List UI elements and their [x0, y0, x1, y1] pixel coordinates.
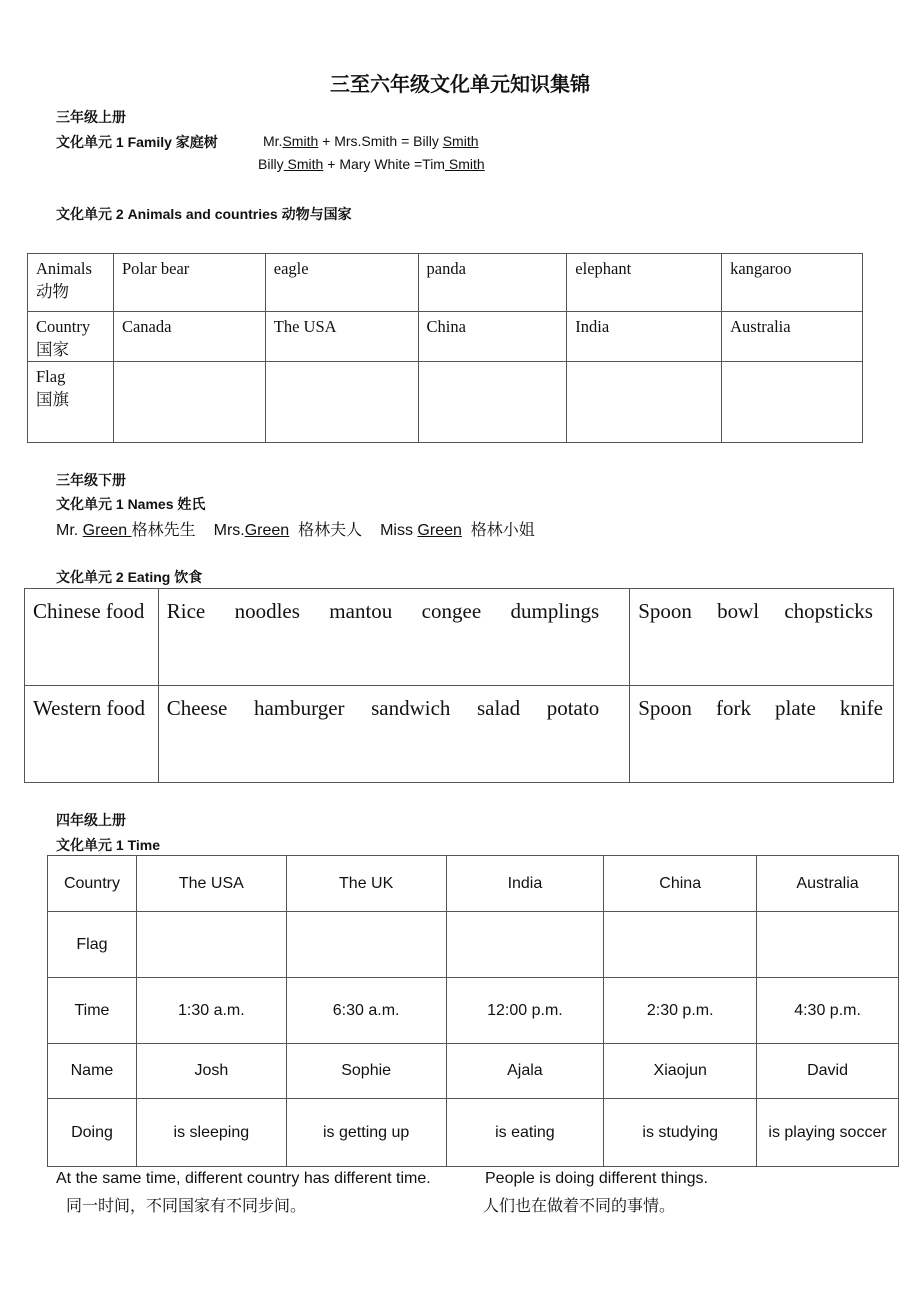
tableware-item: Spoon: [638, 599, 692, 623]
table-cell: 2:30 p.m.: [604, 978, 757, 1044]
table-row: [25, 686, 894, 783]
tableware-item: knife: [839, 696, 883, 720]
page-title: 三至六年级文化单元知识集锦: [330, 74, 590, 96]
table-cell: Ajala: [446, 1044, 604, 1099]
table-row: [48, 1044, 899, 1099]
section-heading-g3b: 三年级下册: [56, 472, 126, 488]
table-cell: [567, 362, 722, 443]
note-cn-2: 人们也在做着不同的事情。: [483, 1198, 676, 1215]
table-cell: is playing soccer: [757, 1099, 899, 1167]
family-equation-2: Billy Smith + Mary White =Tim Smith: [258, 156, 485, 172]
food-item: Rice: [166, 599, 206, 623]
table-cell: is getting up: [286, 1099, 446, 1167]
food-type-cell: Chinese food: [25, 589, 159, 686]
table-cell: Polar bear: [113, 254, 265, 312]
tableware-item: fork: [715, 696, 751, 720]
table-cell: is eating: [446, 1099, 604, 1167]
table-cell: [604, 912, 757, 978]
table-cell: is studying: [604, 1099, 757, 1167]
name-part: Mrs.Green 格林夫人: [213, 522, 363, 539]
food-item: hamburger: [253, 696, 345, 720]
table-cell: Xiaojun: [604, 1044, 757, 1099]
table-cell: elephant: [567, 254, 722, 312]
row-header-country: Country 国家: [28, 312, 114, 362]
note-cn-1: 同一时间，不同国家有不同步间。: [66, 1198, 307, 1215]
table-cell: Australia: [722, 312, 863, 362]
note-en-2: People is doing different things.: [485, 1170, 708, 1187]
row-header-name: Name: [48, 1044, 137, 1099]
unit-label-time: 文化单元 1 Time: [56, 837, 160, 853]
table-row: [25, 589, 894, 686]
unit-label-names: 文化单元 1 Names 姓氏: [56, 496, 206, 512]
table-cell: 1:30 a.m.: [136, 978, 286, 1044]
table-cell: Canada: [113, 312, 265, 362]
table-cell: India: [446, 856, 604, 912]
food-item: sandwich: [371, 696, 451, 720]
unit-label-family: 文化单元 1 Family 家庭树: [56, 134, 218, 150]
table-row: [48, 912, 899, 978]
family-equation-1: Mr.Smith + Mrs.Smith = Billy Smith: [263, 133, 479, 149]
table-cell: 6:30 a.m.: [286, 978, 446, 1044]
unit-label-eating: 文化单元 2 Eating 饮食: [56, 569, 203, 585]
unit-label-animals: 文化单元 2 Animals and countries 动物与国家: [56, 206, 352, 222]
table-cell: [113, 362, 265, 443]
table-cell: China: [604, 856, 757, 912]
table-cell: kangaroo: [722, 254, 863, 312]
table-cell: [286, 912, 446, 978]
table-row: [48, 1099, 899, 1167]
table-row: [28, 254, 863, 312]
food-item: Cheese: [166, 696, 228, 720]
table-row: [28, 312, 863, 362]
animals-countries-table: [27, 253, 863, 443]
tableware-cell: [630, 589, 894, 686]
tableware-item: bowl: [717, 599, 760, 623]
table-cell: [265, 362, 418, 443]
table-cell: [136, 912, 286, 978]
food-type-cell: Western food: [25, 686, 159, 783]
food-item: mantou: [329, 599, 393, 623]
food-item: salad: [477, 696, 521, 720]
section-heading-g3a: 三年级上册: [56, 109, 126, 125]
food-item: potato: [546, 696, 600, 720]
table-cell: The USA: [136, 856, 286, 912]
table-cell: David: [757, 1044, 899, 1099]
food-items-cell: [158, 686, 630, 783]
name-part: Mr. Green 格林先生: [56, 522, 196, 539]
table-cell: [446, 912, 604, 978]
row-header-country: Country: [48, 856, 137, 912]
section-heading-g4a: 四年级上册: [56, 812, 126, 828]
food-item: dumplings: [510, 599, 600, 623]
row-header-time: Time: [48, 978, 137, 1044]
table-cell: India: [567, 312, 722, 362]
note-en-1: At the same time, different country has different time.: [56, 1170, 431, 1187]
food-item: congee: [421, 599, 482, 623]
tableware-item: plate: [774, 696, 816, 720]
table-cell: [722, 362, 863, 443]
tableware-item: chopsticks: [784, 599, 873, 623]
row-header-doing: Doing: [48, 1099, 137, 1167]
table-cell: 4:30 p.m.: [757, 978, 899, 1044]
table-cell: panda: [418, 254, 567, 312]
names-line: [56, 517, 535, 540]
table-cell: [757, 912, 899, 978]
row-header-flag: Flag 国旗: [28, 362, 114, 443]
table-cell: China: [418, 312, 567, 362]
time-table: [47, 855, 899, 1167]
table-cell: The USA: [265, 312, 418, 362]
name-part: Miss Green 格林小姐: [380, 522, 535, 539]
table-cell: Josh: [136, 1044, 286, 1099]
table-cell: Sophie: [286, 1044, 446, 1099]
tableware-item: Spoon: [638, 696, 692, 720]
table-cell: is sleeping: [136, 1099, 286, 1167]
food-items-cell: [158, 589, 630, 686]
table-row: [48, 978, 899, 1044]
eating-table: [24, 588, 894, 783]
table-cell: Australia: [757, 856, 899, 912]
table-cell: [418, 362, 567, 443]
row-header-flag: Flag: [48, 912, 137, 978]
table-cell: eagle: [265, 254, 418, 312]
table-row: [28, 362, 863, 443]
food-item: noodles: [234, 599, 300, 623]
table-cell: The UK: [286, 856, 446, 912]
table-row: [48, 856, 899, 912]
row-header-animals: Animals 动物: [28, 254, 114, 312]
table-cell: 12:00 p.m.: [446, 978, 604, 1044]
tableware-cell: [630, 686, 894, 783]
